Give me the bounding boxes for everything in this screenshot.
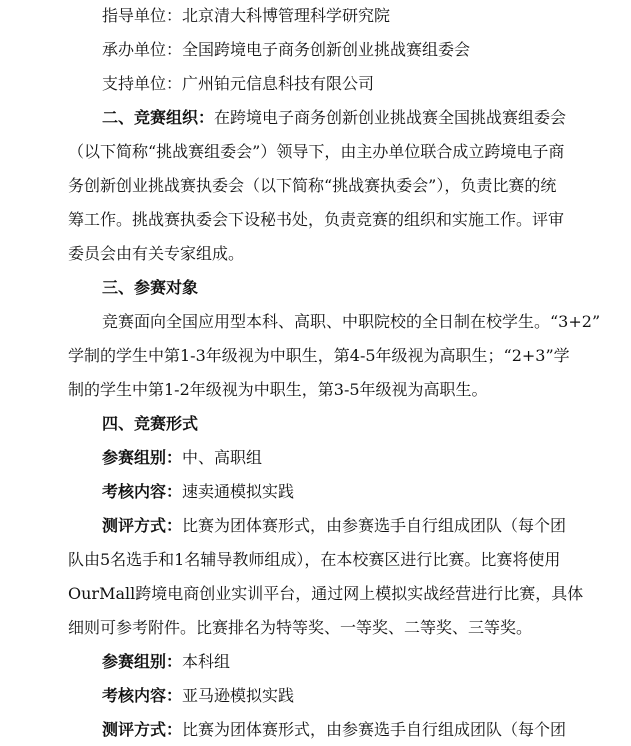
group2-category-line — [102, 652, 230, 672]
group1-method-line-1 — [102, 516, 566, 536]
group2-content-value: 亚马逊模拟实践 — [182, 686, 295, 705]
host-unit-value: 全国跨境电子商务创新创业挑战赛组委会 — [182, 40, 471, 59]
group2-content-label: 考核内容： — [102, 686, 183, 705]
support-unit-label: 支持单位： — [102, 74, 183, 93]
host-unit-line — [102, 40, 470, 60]
section3-text-2: 学制的学生中第1-3年级视为中职生，第4-5年级视为高职生；“2+3”学 — [68, 346, 570, 365]
section3-heading: 三、参赛对象 — [102, 278, 199, 297]
group1-content-value: 速卖通模拟实践 — [182, 482, 295, 501]
section2-text-4: 筹工作。挑战赛执委会下设秘书处，负责竞赛的组织和实施工作。评审 — [68, 210, 565, 229]
group2-content-line — [102, 686, 294, 706]
section2-heading: 二、竞赛组织： — [102, 108, 215, 127]
section2-text-3: 务创新创业挑战赛执委会（以下简称“挑战赛执委会”），负责比赛的统 — [68, 176, 557, 195]
group2-method-line-1 — [102, 720, 566, 740]
group1-category-value: 中、高职组 — [182, 448, 263, 467]
group1-method-text-2: 队由5名选手和1名辅导教师组成），在本校赛区进行比赛。比赛将使用 — [68, 550, 561, 569]
host-unit-label: 承办单位： — [102, 40, 183, 59]
group1-method-text-4: 细则可参考附件。比赛排名为特等奖、一等奖、二等奖、三等奖。 — [68, 618, 533, 637]
group2-category-value: 本科组 — [182, 652, 231, 671]
section4-heading: 四、竞赛形式 — [102, 414, 199, 433]
group2-method-text-1: 比赛为团体赛形式，由参赛选手自行组成团队（每个团 — [182, 720, 567, 739]
group1-method-label: 测评方式： — [102, 516, 183, 535]
group1-method-text-3: OurMall跨境电商创业实训平台，通过网上模拟实战经营进行比赛，具体 — [68, 584, 584, 603]
group2-category-label: 参赛组别： — [102, 652, 183, 671]
group1-method-text-1: 比赛为团体赛形式，由参赛选手自行组成团队（每个团 — [182, 516, 567, 535]
group1-category-label: 参赛组别： — [102, 448, 183, 467]
guide-unit-line — [102, 6, 390, 26]
support-unit-line — [102, 74, 374, 94]
group1-content-line — [102, 482, 294, 502]
section2-text-1: 在跨境电子商务创新创业挑战赛全国挑战赛组委会 — [214, 108, 567, 127]
group1-category-line — [102, 448, 262, 468]
guide-unit-value: 北京清大科博管理科学研究院 — [182, 6, 391, 25]
section2-paragraph-line-1 — [102, 108, 566, 128]
group1-content-label: 考核内容： — [102, 482, 183, 501]
section3-text-1: 竞赛面向全国应用型本科、高职、中职院校的全日制在校学生。“3+2” — [102, 312, 601, 331]
support-unit-value: 广州铂元信息科技有限公司 — [182, 74, 375, 93]
section2-text-2: （以下简称“挑战赛组委会”）领导下，由主办单位联合成立跨境电子商 — [68, 142, 565, 161]
group2-method-label: 测评方式： — [102, 720, 183, 739]
guide-unit-label: 指导单位： — [102, 6, 183, 25]
section2-text-5: 委员会由有关专家组成。 — [68, 244, 245, 263]
section3-text-3: 制的学生中第1-2年级视为中职生，第3-5年级视为高职生。 — [68, 380, 488, 399]
